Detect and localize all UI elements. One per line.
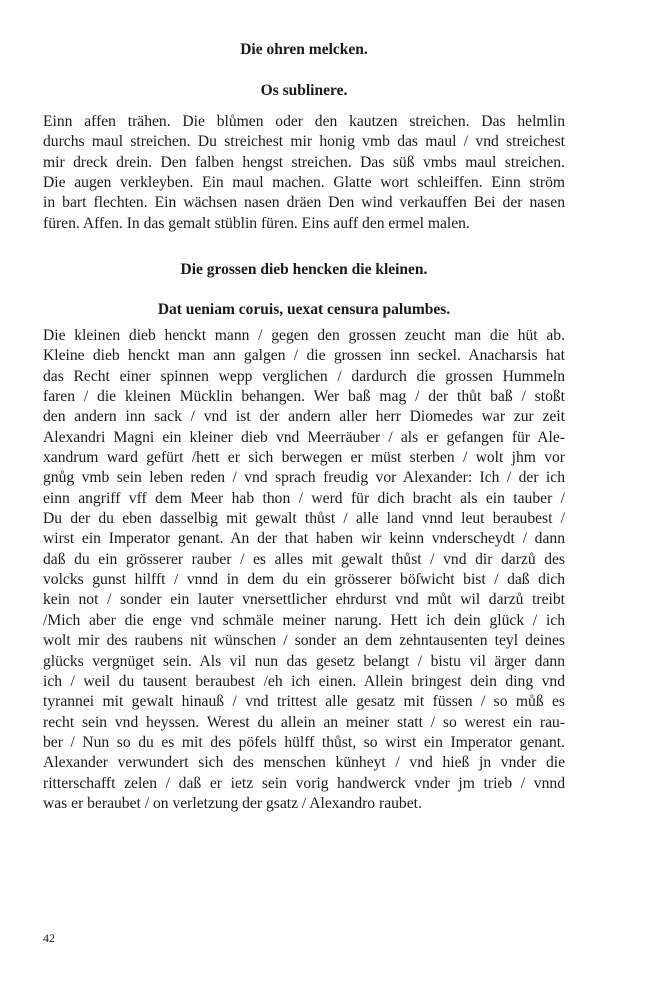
section1-paragraph — [43, 112, 565, 234]
text-line: glücks vergnüget sein. Als vil nun das gesetz belangt / bistu vil ärger dann — [43, 652, 565, 670]
text-line: wolt mir des raubens nit wünschen / sonder an dem zehntausenten teyl deines — [43, 632, 565, 650]
text-line: Alexandri Magni ein kleiner dieb vnd Meerräuber / als er gefangen für Ale- — [43, 428, 565, 446]
section2-subheading: Dat ueniam coruis, uexat censura palumbes. — [157, 301, 451, 318]
text-line: Kleine dieb henckt man ann galgen / die grossen inn seckel. Anacharsis hat — [43, 347, 565, 365]
text-line: Einn affen trähen. Die blůmen oder den kautzen streichen. Das helmlin — [43, 113, 565, 130]
section2-paragraph — [43, 326, 565, 814]
page-number: 42 — [43, 931, 55, 945]
section1-subheading: Os sublinere. — [260, 82, 348, 99]
text-line: xandrum ward gefürt /hett er sich berwegen er müst sterben / wolt jhm vor — [43, 449, 565, 467]
text-line: gnůg vmb sein leben reden / vnd sprach freudig vor Alexander: Ich / der ich — [43, 469, 565, 487]
text-line: Die augen verkleyben. Ein maul machen. Glatte wort schleiffen. Einn ström — [43, 174, 565, 192]
text-line: das Recht einer spinnen wepp verglichen / dardurch die grossen Hummeln — [43, 367, 565, 385]
section2-heading: Die grossen dieb hencken die kleinen. — [180, 261, 428, 278]
text-line: daß du ein grösserer rauber / es alles mit gewalt thůst / vnd dir darzů des — [43, 550, 565, 568]
text-line: ber / Nun so du es mit des pöfels hülff thůst, so wirst ein Imperator genant. — [43, 733, 565, 751]
text-line: Du der du eben dasselbig mit gewalt thůst / alle land vnnd leut beraubest / — [43, 510, 565, 528]
text-line: einn angriff vff dem Meer hab thon / werd für dich bracht als ein tauber / — [43, 489, 565, 507]
text-line: tyrannei mit gewalt hinauß / vnd trittest alle gesatz mit füssen / so můß es — [43, 693, 565, 711]
text-line: kein not / sonder ein lauter vnersettlicher ehrdurst vnd můt wil darzů treibt — [43, 591, 565, 609]
section1-heading: Die ohren melcken. — [240, 41, 368, 58]
text-line: wirst ein Imperator genant. An der that haben wir keinn vnderscheydt / dann — [43, 530, 565, 548]
text-line: in bart flechten. Ein wächsen nasen dräen Den wind verkauffen Bei der nasen — [43, 194, 565, 212]
text-line: ritterschafft zelen / daß er ietz sein vorig handwerck vnder jm trieb / vnnd — [43, 774, 565, 792]
text-line: füren. Affen. In das gemalt stüblin füren. Eins auff den ermel malen. — [43, 214, 470, 232]
text-line: faren / die kleinen Mücklin behangen. Wer baß mag / der thůt baß / stoßt — [43, 388, 565, 406]
text-line: den andern inn sack / vnd ist der andern aller herr Diomedes war zur zeit — [43, 408, 565, 426]
text-line: volcks gunst hilfft / vnnd in dem du ein grösserer böſwicht bist / daß dich — [43, 571, 565, 589]
text-line: mir dreck drein. Den falben hengst streichen. Das süß vmbs maul streichen. — [43, 153, 565, 171]
text-line: recht sein vnd heyssen. Werest du allein an meiner statt / so werest ein rau- — [43, 713, 565, 731]
text-line: durchs maul streichen. Du streichest mir honig vmb das maul / vnd streichest — [43, 133, 565, 151]
text-line: ich / weil du tausent beraubest /eh ich einen. Allein bringest dein ding vnd — [43, 672, 565, 690]
text-line: Die kleinen dieb henckt mann / gegen den grossen zeucht man die hüt ab. — [43, 327, 565, 344]
text-line: Alexander verwundert sich des menschen künheyt / vnd hieß jn vnder die — [43, 754, 565, 772]
text-line: was er beraubet / on verletzung der gsatz / Alexandro raubet. — [43, 794, 422, 812]
text-line: /Mich aber die enge vnd schmäle meiner narung. Hett ich dein glück / ich — [43, 611, 565, 629]
